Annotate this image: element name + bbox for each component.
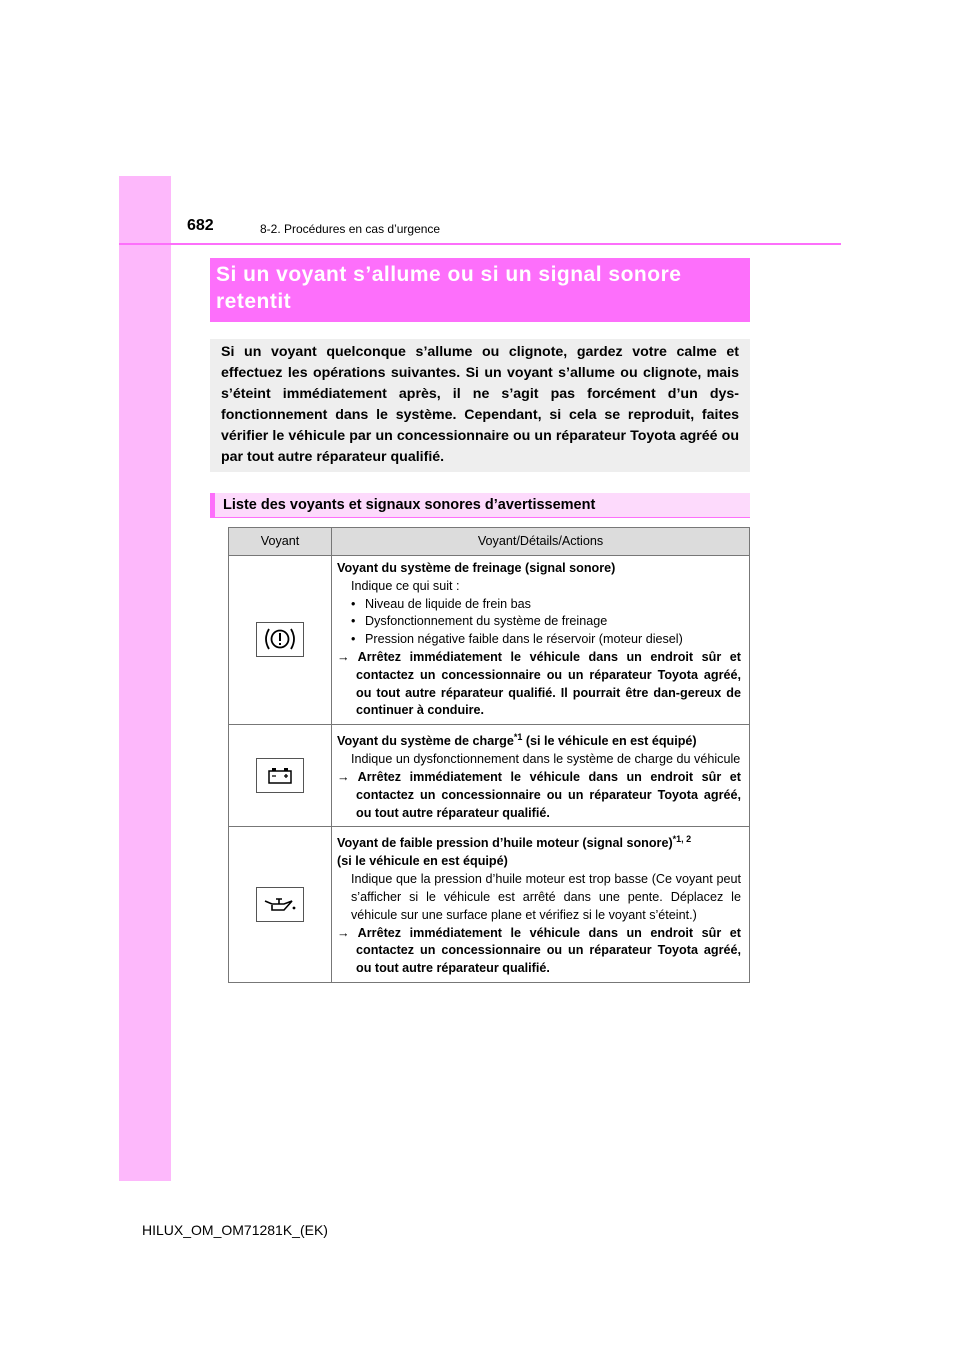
battery-charge-icon (256, 758, 304, 793)
bullet: • Niveau de liquide de frein bas (337, 596, 741, 614)
row-desc: Indique que la pression d’huile moteur est trop basse (Ce voyant peut s’afficher si le véhicule est arrêté dans une pente. Déplacez le véhicule sur une surface plane et vérifiez si le voyant s’éteint.) (351, 872, 741, 922)
warning-table (228, 527, 750, 983)
oil-pressure-icon (256, 887, 304, 922)
intro-box: Si un voyant quelconque s’allume ou clignote, gardez votre calme et effectuez les opérations suivantes. Si un voyant s’allume ou clignote, mais s’éteint immédiatement après, il ne s’agit pas forcément d’un dys-fonctionnement dans le système. Cependant, si cela se reproduit, faites vérifier le véhicule par un concessionnaire ou un réparateur Toyota agréé ou par tout autre réparateur qualifié. (210, 339, 750, 472)
sidebar-tab (119, 176, 171, 1181)
section-title: 8-2. Procédures en cas d’urgence (260, 222, 441, 236)
footer-code: HILUX_OM_OM71281K_(EK) (142, 1222, 328, 1238)
col-header: Voyant/Détails/Actions (332, 528, 750, 556)
row-action: → Arrêtez immédiatement le véhicule dans un endroit sûr et contactez un concessionnaire ou un réparateur Toyota agréé, ou tout autre réparateur qualifié. (337, 925, 741, 976)
row-desc: Indique un dysfonctionnement dans le système de charge du véhicule (351, 752, 741, 767)
brake-warning-icon (256, 622, 304, 657)
row-title: Voyant de faible pression d’huile moteur (signal sonore)$^{*1, 2}$ (si le véhicule en est équipé) (337, 834, 692, 869)
table-row (229, 725, 750, 827)
row-title: Voyant du système de charge$^{*1}$ (si le véhicule en est équipé) (337, 732, 697, 749)
page-title: Si un voyant s’allume ou si un signal sonore retentit (210, 258, 750, 322)
row-title: Voyant du système de freinage (signal sonore) (337, 561, 616, 575)
header-divider (119, 243, 841, 245)
table-row (229, 556, 750, 725)
page-number: 682 (187, 217, 214, 234)
row-desc: Indique ce qui suit : (351, 578, 460, 593)
row-action: → Arrêtez immédiatement le véhicule dans un endroit sûr et contactez un concessionnaire ou un réparateur Toyota agréé, ou tout autre réparateur qualifié. Il pourrait être dan-gereux de continuer à conduire. (337, 649, 741, 718)
table-row (229, 827, 750, 983)
row-action: → Arrêtez immédiatement le véhicule dans un endroit sûr et contactez un concessionnaire ou un réparateur Toyota agréé, ou tout autre réparateur qualifié. (337, 769, 741, 820)
col-header: Voyant (229, 528, 332, 556)
subsection-title: Liste des voyants et signaux sonores d’avertissement (210, 493, 750, 518)
bullet: • Dysfonctionnement du système de freinage (337, 613, 741, 631)
bullet: • Pression négative faible dans le réservoir (moteur diesel) (337, 631, 741, 649)
